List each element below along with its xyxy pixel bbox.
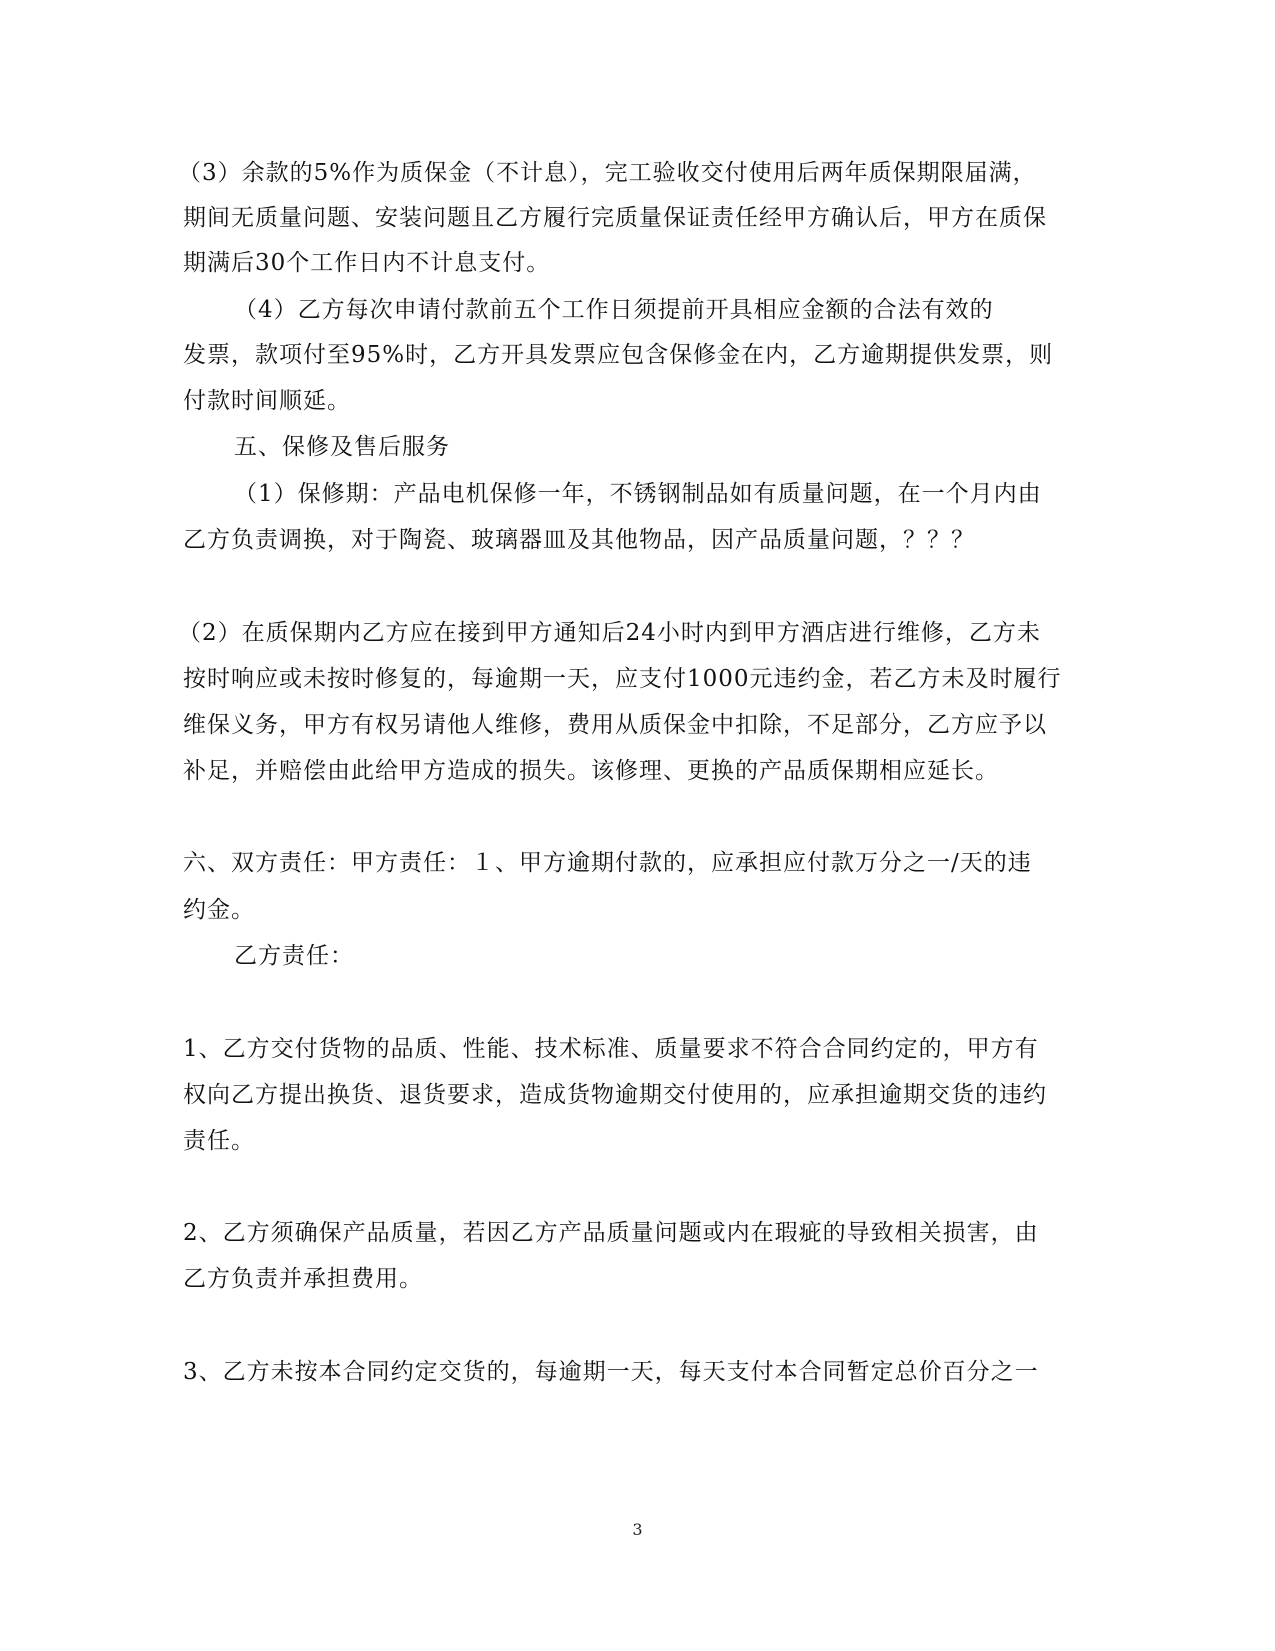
- text-line: 3、乙方未按本合同约定交货的，每逾期一天，每天支付本合同暂定总价百分之一: [183, 1359, 1039, 1385]
- text-line: 期满后30个工作日内不计息支付。: [183, 250, 551, 276]
- text-line: 1、乙方交付货物的品质、性能、技术标准、质量要求不符合合同约定的，甲方有: [183, 1036, 1039, 1062]
- text-line: 乙方负责并承担费用。: [183, 1266, 423, 1292]
- page-number: 3: [632, 1520, 643, 1539]
- text-line: 权向乙方提出换货、退货要求，造成货物逾期交付使用的，应承担逾期交货的违约: [183, 1082, 1047, 1108]
- text-line: （2）在质保期内乙方应在接到甲方通知后24小时内到甲方酒店进行维修，乙方未: [178, 620, 1041, 646]
- text-line: 补足，并赔偿由此给甲方造成的损失。该修理、更换的产品质保期相应延长。: [183, 758, 999, 784]
- text-line: 发票，款项付至95%时，乙方开具发票应包含保修金在内，乙方逾期提供发票，则: [183, 342, 1054, 368]
- text-line: 按时响应或未按时修复的，每逾期一天，应支付1000元违约金，若乙方未及时履行: [183, 666, 1062, 692]
- text-line: 2、乙方须确保产品质量，若因乙方产品质量问题或内在瑕疵的导致相关损害，由: [183, 1220, 1039, 1246]
- section-heading: 五、保修及售后服务: [234, 434, 450, 460]
- text-line: 约金。: [183, 897, 255, 923]
- text-line: 乙方负责调换，对于陶瓷、玻璃器皿及其他物品，因产品质量问题，？？？: [183, 527, 975, 553]
- text-line: （1）保修期：产品电机保修一年，不锈钢制品如有质量问题，在一个月内由: [234, 481, 1042, 507]
- text-line: （4）乙方每次申请付款前五个工作日须提前开具相应金额的合法有效的: [234, 297, 994, 323]
- text-line: 维保义务，甲方有权另请他人维修，费用从质保金中扣除，不足部分，乙方应予以: [183, 712, 1047, 738]
- text-line: 责任。: [183, 1128, 255, 1154]
- text-line: （3）余款的5%作为质保金（不计息），完工验收交付使用后两年质保期限届满，: [178, 160, 1037, 186]
- text-line: 付款时间顺延。: [183, 388, 351, 414]
- section-heading: 六、双方责任：甲方责任：１、甲方逾期付款的，应承担应付款万分之一/天的违: [183, 850, 1032, 876]
- text-line: 期间无质量问题、安装问题且乙方履行完质量保证责任经甲方确认后，甲方在质保: [183, 205, 1047, 231]
- text-line: 乙方责任：: [234, 943, 354, 969]
